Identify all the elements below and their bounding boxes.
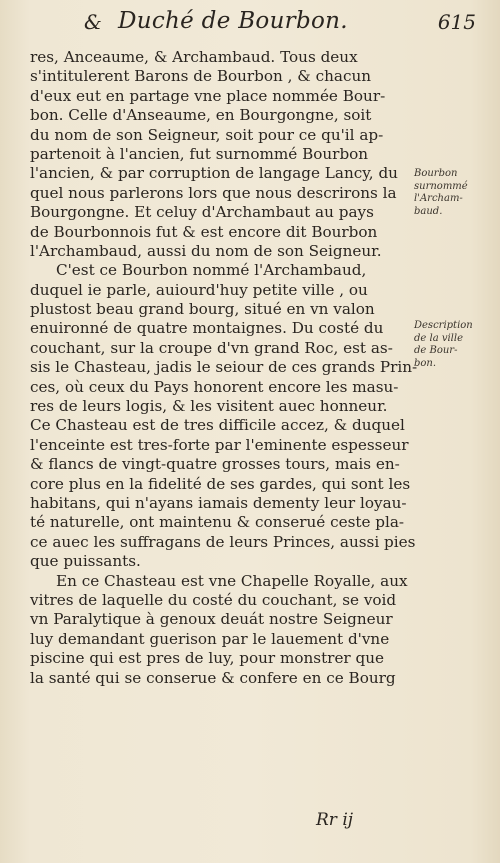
margin-line: Bourbon [414,168,458,179]
text-line: vitres de laquelle du costé du couchant, se void [30,590,397,609]
margin-line: de Bour- [414,345,458,356]
text-line: ces, où ceux du Pays honorent encore les masu- [30,377,399,396]
margin-note-description [414,320,496,370]
margin-note-bourbon-surname [414,168,496,218]
text-line: vn Paralytique à genoux deuát nostre Seigneur [30,610,393,629]
text-line: habitans, qui n'ayans iamais dementy leur loyau- [30,493,407,512]
text-line: la santé qui se conserue & confere en ce Bourg [30,668,396,687]
text-line: l'ancien, & par corruption de langage Lancy, du [30,164,398,183]
margin-line: Description [414,320,473,331]
text-line: piscine qui est pres de luy, pour monstrer que [30,649,385,668]
margin-line: l'Archam- [414,193,463,204]
text-line: plustost beau grand bourg, situé en vn valon [30,300,375,319]
text-line: duquel ie parle, auiourd'huy petite ville , ou [30,280,368,299]
text-line: Ce Chasteau est de tres difficile accez, & duquel [30,416,405,435]
text-line: enuironné de quatre montaignes. Du costé du [30,319,384,338]
margin-line: surnommé [414,180,468,192]
running-header [84,6,484,42]
text-line: couchant, sur la croupe d'vn grand Roc, est as- [30,338,393,357]
text-line: core plus en la fidelité de ses gardes, qui sont les [30,474,411,493]
paragraph-start: En ce Chasteau est vne Chapelle Royalle, aux [56,571,408,590]
running-title: Duché de Bourbon. [118,8,348,34]
text-line: s'intitulerent Barons de Bourbon , & chacun [30,67,372,86]
text-line: res, Anceaume, & Archambaud. Tous deux [30,48,358,66]
text-line: té naturelle, ont maintenu & conserué ceste pla- [30,513,405,532]
text-line: de Bourbonnois fut & est encore dit Bourbon [30,222,378,241]
page-number: 615 [437,10,476,34]
text-line: luy demandant guerison par le lauement d'vne [30,629,390,648]
main-text [30,48,418,688]
paragraph-start: C'est ce Bourbon nommé l'Archambaud, [56,261,367,280]
text-line: & flancs de vingt-quatre grosses tours, mais en- [30,455,400,474]
text-line: du nom de son Seigneur, soit pour ce qu'il ap- [30,125,384,144]
text-line: Bourgongne. Et celuy d'Archambaut au pays [30,203,374,222]
signature-mark: Rr ij [316,810,354,830]
text-line: l'Archambaud, aussi du nom de son Seigneur. [30,241,382,260]
margin-line: baud. [414,205,443,217]
text-line: d'eux eut en partage vne place nommée Bour- [30,86,386,105]
text-line: quel nous parlerons lors que nous descrirons la [30,183,397,202]
text-line: res de leurs logis, & les visitent auec honneur. [30,397,388,416]
text-line: partenoit à l'ancien, fut surnommé Bourbon [30,144,369,163]
text-line: bon. Celle d'Anseaume, en Bourgongne, soit [30,106,372,125]
text-line: sis le Chasteau, jadis le seiour de ces grands Prin- [30,358,418,377]
margin-line: bon. [414,357,437,369]
margin-line: de la ville [414,332,463,344]
text-line: ce auec les suffragans de leurs Princes, aussi pies [30,532,416,551]
header-ornament: & [84,10,102,34]
text-line: que puissants. [30,552,141,571]
text-line: l'enceinte est tres-forte par l'eminente espesseur [30,435,409,454]
